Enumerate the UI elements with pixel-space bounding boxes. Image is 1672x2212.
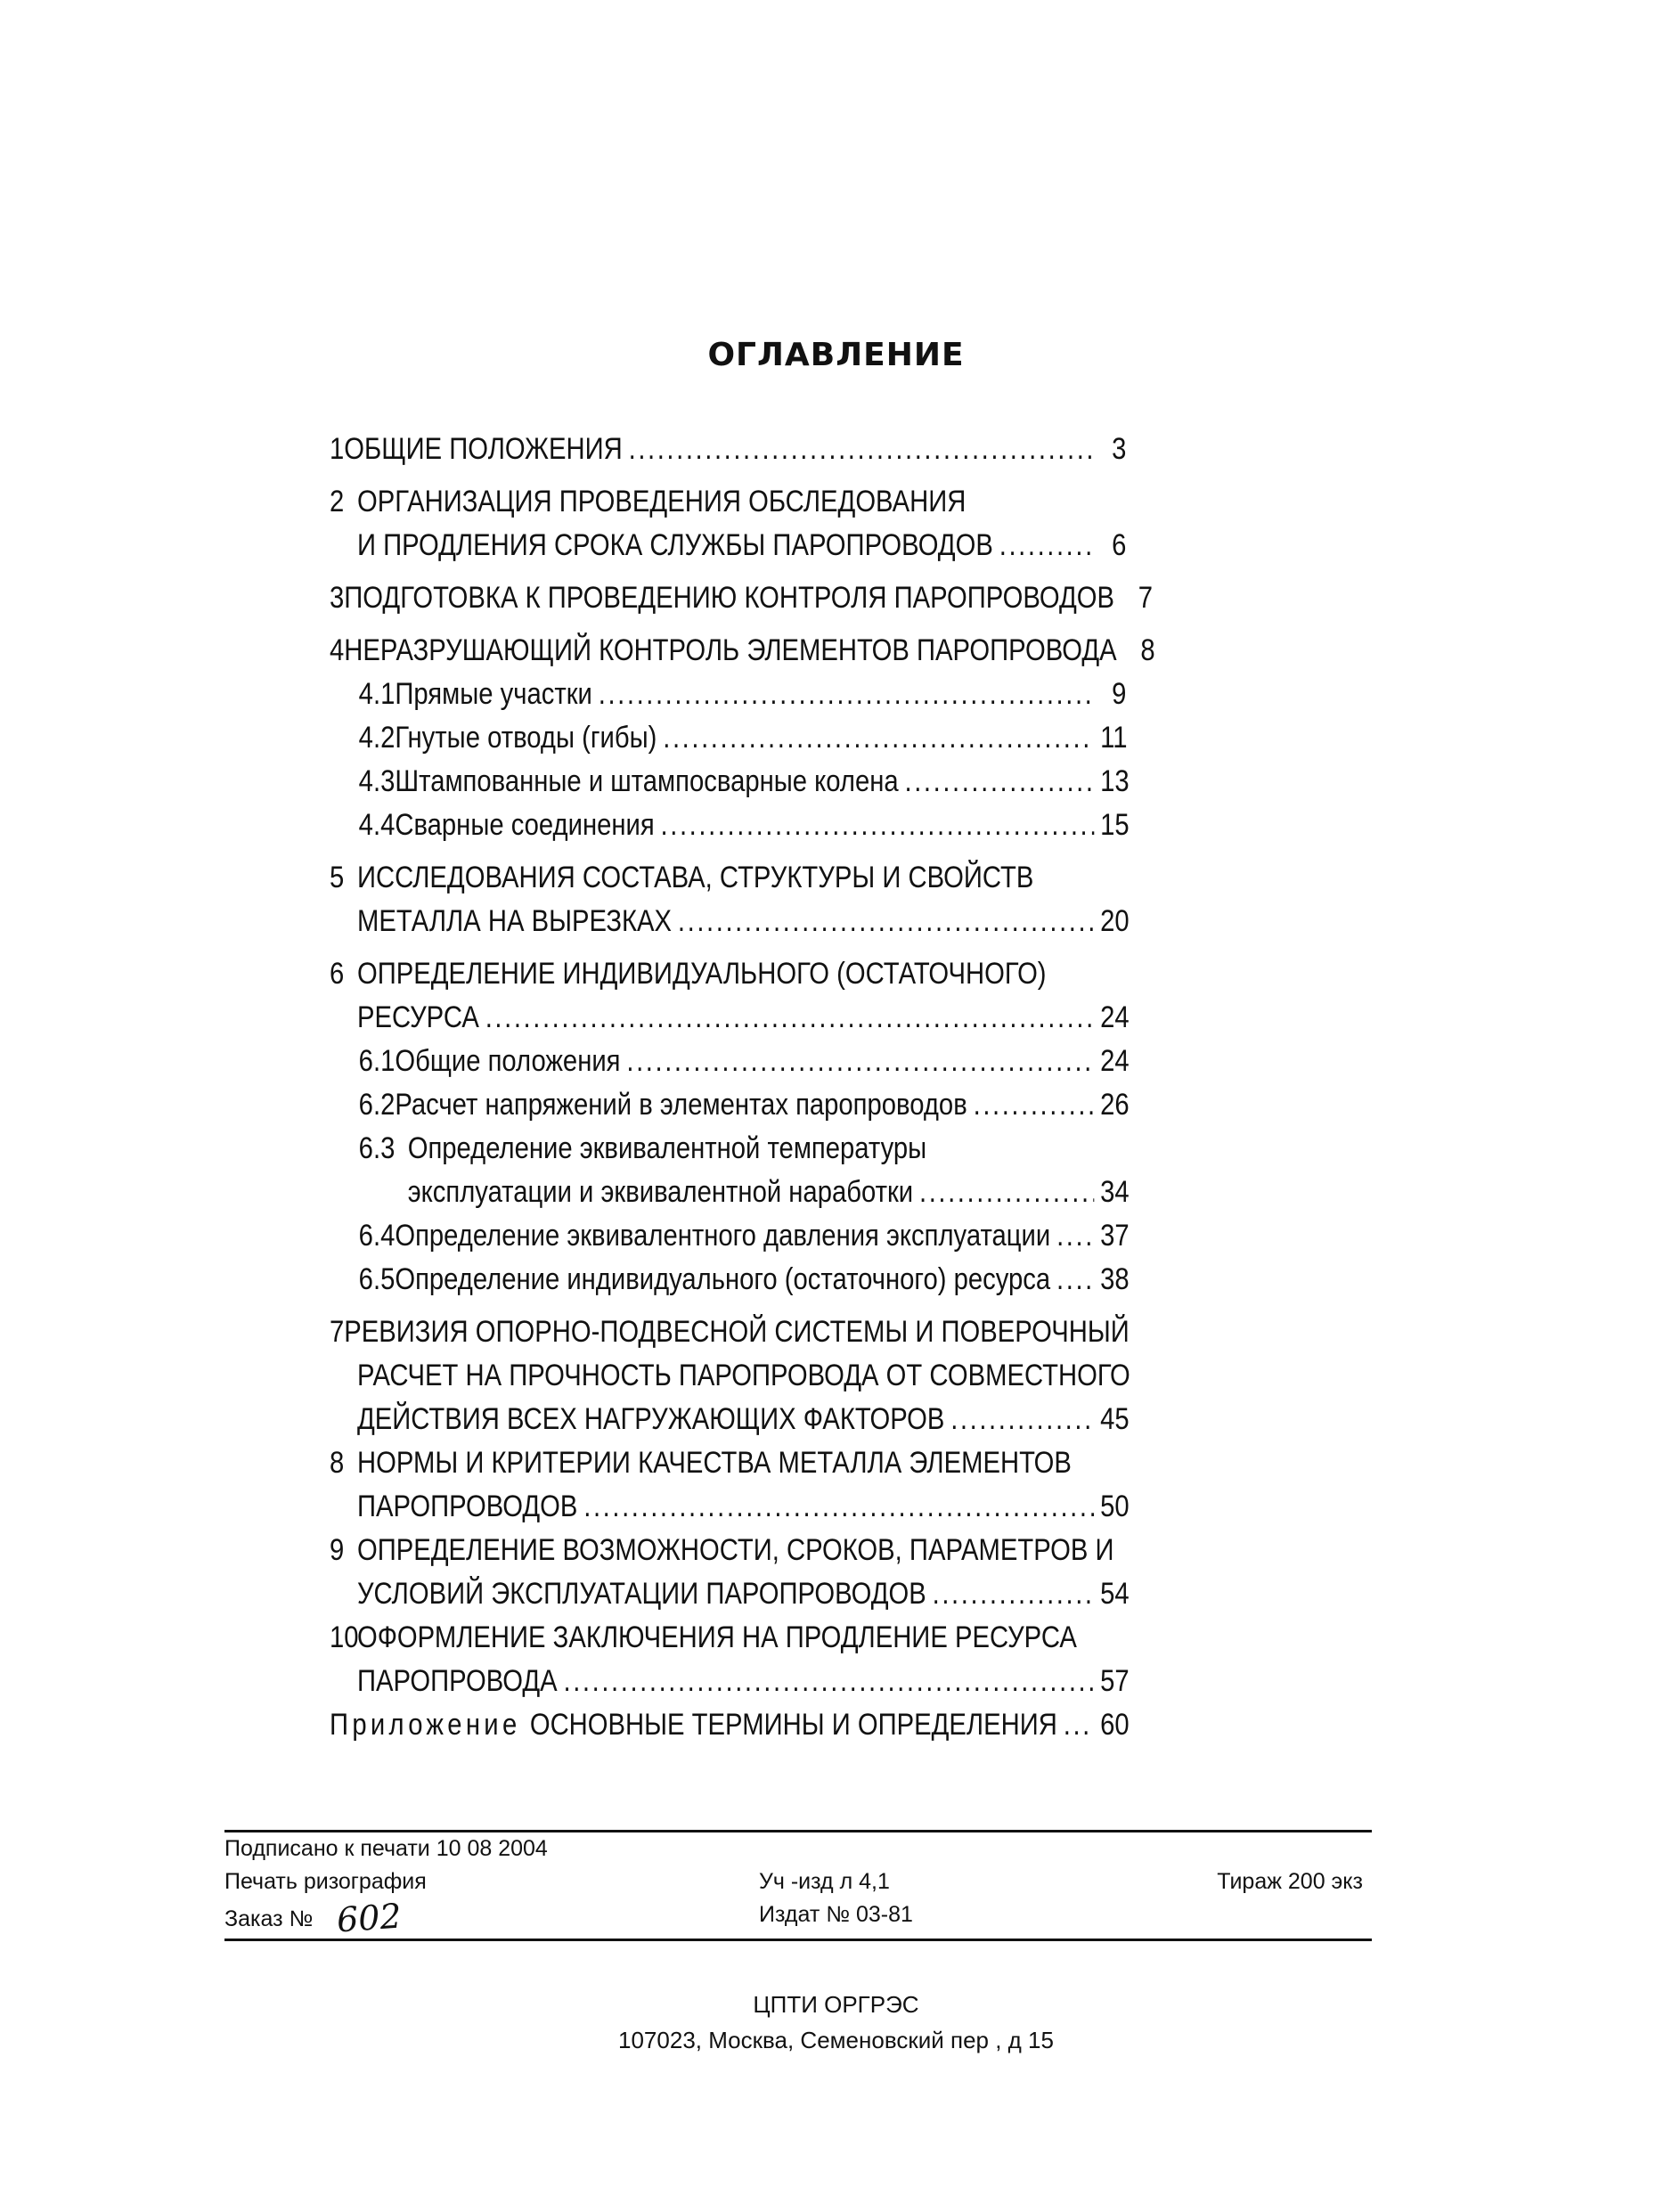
imprint-block [224, 1830, 1372, 1941]
toc-page: 24 [1100, 1044, 1130, 1078]
toc-entry-7[interactable] [330, 1310, 1130, 1354]
toc-entry-6-continued[interactable] [330, 996, 1130, 1040]
toc-text-continued: ДЕЙСТВИЯ ВСЕХ НАГРУЖАЮЩИХ ФАКТОРОВ [356, 1402, 945, 1436]
toc-leader-dots [663, 716, 1094, 760]
toc-page: 11 [1100, 721, 1128, 755]
toc-text: ОРГАНИЗАЦИЯ ПРОВЕДЕНИЯ ОБСЛЕДОВАНИЯ [356, 485, 966, 518]
toc-entry-4[interactable] [330, 629, 1155, 673]
toc-entry-2[interactable] [330, 480, 1126, 524]
toc-text: ОСНОВНЫЕ ТЕРМИНЫ И ОПРЕДЕЛЕНИЯ [529, 1708, 1057, 1742]
toc-number: 6.1 [358, 1044, 396, 1078]
toc-number: 10 [330, 1620, 359, 1654]
toc-page: 37 [1100, 1219, 1130, 1253]
toc-entry-6-3-continued[interactable] [330, 1171, 1130, 1214]
toc-entry-4-4[interactable] [330, 804, 1130, 847]
toc-number: 6.2 [358, 1088, 396, 1122]
toc-text-continued: РАСЧЕТ НА ПРОЧНОСТЬ ПАРОПРОВОДА ОТ СОВМЕСТНОГО [356, 1359, 1130, 1392]
toc-entry-4-1[interactable] [330, 673, 1126, 716]
toc-entry-6-3[interactable] [330, 1127, 1126, 1171]
toc-page: 38 [1100, 1262, 1130, 1296]
toc-text: ОПРЕДЕЛЕНИЕ ВОЗМОЖНОСТИ, СРОКОВ, ПАРАМЕТРОВ И [356, 1533, 1114, 1567]
toc-text-continued: эксплуатации и эквивалентной наработки [407, 1175, 914, 1209]
toc-leader-dots [950, 1398, 1094, 1441]
toc-entry-2-continued[interactable] [330, 524, 1126, 567]
toc-page: 15 [1100, 808, 1130, 842]
toc-entry-6-2[interactable] [330, 1083, 1130, 1127]
toc-appendix-label: Приложение [330, 1708, 521, 1742]
toc-number: 9 [330, 1533, 345, 1567]
toc-page: 7 [1138, 581, 1154, 615]
toc-text: Гнутые отводы (гибы) [395, 721, 657, 755]
toc-text: Общие положения [395, 1044, 621, 1078]
toc-page: 3 [1112, 432, 1127, 466]
toc-text-continued: ПАРОПРОВОДОВ [356, 1490, 578, 1523]
toc-text: ОФОРМЛЕНИЕ ЗАКЛЮЧЕНИЯ НА ПРОДЛЕНИЕ РЕСУРСА [356, 1620, 1077, 1654]
toc-entry-7-continued[interactable] [330, 1354, 1130, 1398]
toc-leader-dots [564, 1660, 1095, 1703]
toc-leader-dots [678, 900, 1094, 943]
toc-page: 45 [1100, 1402, 1130, 1436]
toc-page: 13 [1100, 764, 1130, 798]
toc-text-continued: И ПРОДЛЕНИЯ СРОКА СЛУЖБЫ ПАРОПРОВОДОВ [356, 528, 993, 562]
publisher-address: 107023, Москва, Семеновский пер , д 15 [618, 2027, 1054, 2053]
toc-entry-6-5[interactable] [330, 1258, 1130, 1302]
toc-page: 9 [1112, 677, 1127, 711]
toc-text: ИССЛЕДОВАНИЯ СОСТАВА, СТРУКТУРЫ И СВОЙСТВ [356, 861, 1034, 894]
toc-leader-dots [1064, 1703, 1095, 1747]
toc-number: 4.2 [358, 721, 396, 755]
toc-number: 4 [330, 633, 345, 667]
toc-entry-8-continued[interactable] [330, 1485, 1130, 1529]
toc-entry-4-3[interactable] [330, 760, 1130, 804]
toc-entry-7-continued-2[interactable] [330, 1398, 1130, 1441]
toc-leader-dots [974, 1083, 1095, 1127]
toc-entry-6[interactable] [330, 952, 1126, 996]
order-label: Заказ № [224, 1906, 314, 1931]
toc-text: ОБЩИЕ ПОЛОЖЕНИЯ [344, 432, 623, 466]
circulation: Тираж 200 экз [1217, 1869, 1363, 1894]
toc-entry-1[interactable] [330, 428, 1126, 471]
toc-text: Штампованные и штампосварные колена [395, 764, 899, 798]
toc-leader-dots [629, 428, 1095, 471]
toc-text: Определение индивидуального (остаточного) ресурса [395, 1262, 1051, 1296]
toc-leader-dots [583, 1485, 1094, 1529]
toc-text: ПОДГОТОВКА К ПРОВЕДЕНИЮ КОНТРОЛЯ ПАРОПРОВОДОВ [344, 581, 1115, 615]
toc-page: 54 [1100, 1577, 1130, 1611]
toc-number: 6.4 [358, 1219, 396, 1253]
toc-entry-8[interactable] [330, 1441, 1126, 1485]
toc-number: 1 [330, 432, 345, 466]
imprint-row-1 [224, 1832, 1372, 1865]
table-of-contents [330, 428, 1155, 1747]
toc-text: Прямые участки [395, 677, 592, 711]
toc-page: 20 [1100, 904, 1130, 938]
toc-leader-dots [485, 996, 1095, 1040]
toc-number: 8 [330, 1446, 345, 1480]
toc-leader-dots [661, 804, 1095, 847]
publisher-block [0, 1987, 1672, 2058]
toc-entry-10-continued[interactable] [330, 1660, 1130, 1703]
toc-text: РЕВИЗИЯ ОПОРНО-ПОДВЕСНОЙ СИСТЕМЫ И ПОВЕРОЧНЫЙ [344, 1315, 1130, 1349]
toc-number: 6.3 [358, 1131, 396, 1165]
imprint-row-3 [224, 1896, 1372, 1940]
toc-leader-dots [1056, 1258, 1094, 1302]
toc-text-continued: УСЛОВИЙ ЭКСПЛУАТАЦИИ ПАРОПРОВОДОВ [356, 1577, 926, 1611]
toc-page: 57 [1100, 1664, 1130, 1698]
toc-page: 8 [1140, 633, 1155, 667]
toc-leader-dots [905, 760, 1095, 804]
toc-page: 6 [1112, 528, 1127, 562]
toc-text: ОПРЕДЕЛЕНИЕ ИНДИВИДУАЛЬНОГО (ОСТАТОЧНОГО) [356, 957, 1047, 991]
toc-number: 5 [330, 861, 345, 894]
toc-page: 50 [1100, 1490, 1130, 1523]
toc-number: 6 [330, 957, 345, 991]
toc-page: 24 [1100, 1000, 1130, 1034]
toc-text-continued: МЕТАЛЛА НА ВЫРЕЗКАХ [356, 904, 673, 938]
imprint-row-2 [224, 1865, 1372, 1898]
toc-leader-dots [999, 524, 1095, 567]
signed-for-print: Подписано к печати 10 08 2004 [224, 1836, 548, 1861]
toc-number: 6.5 [358, 1262, 396, 1296]
toc-entry-5-continued[interactable] [330, 900, 1130, 943]
toc-text-continued: РЕСУРСА [356, 1000, 479, 1034]
toc-text: Определение эквивалентного давления эксплуатации [395, 1219, 1051, 1253]
toc-text: НЕРАЗРУШАЮЩИЙ КОНТРОЛЬ ЭЛЕМЕНТОВ ПАРОПРОВОДА [344, 633, 1117, 667]
toc-page: 34 [1100, 1175, 1130, 1209]
toc-leader-dots [626, 1040, 1094, 1083]
toc-number: 3 [330, 581, 345, 615]
toc-number: 7 [330, 1315, 345, 1349]
toc-leader-dots [919, 1171, 1094, 1214]
toc-leader-dots [599, 673, 1095, 716]
toc-entry-6-4[interactable] [330, 1214, 1130, 1258]
toc-entry-5[interactable] [330, 856, 1126, 900]
toc-number: 2 [330, 485, 345, 518]
imprint-rule-bottom [224, 1939, 1372, 1941]
toc-entry-6-1[interactable] [330, 1040, 1130, 1083]
publisher-name: ЦПТИ ОРГРЭС [753, 1991, 919, 2018]
toc-text: Расчет напряжений в элементах паропроводов [395, 1088, 967, 1122]
toc-entry-9[interactable] [330, 1529, 1126, 1572]
toc-entry-4-2[interactable] [330, 716, 1126, 760]
toc-text: Определение эквивалентной температуры [407, 1131, 927, 1165]
publisher-number: Издат № 03-81 [759, 1902, 913, 1927]
toc-entry-3[interactable] [330, 576, 1154, 620]
order-number-handwritten: 602 [335, 1896, 404, 1940]
toc-heading: ОГЛАВЛЕНИЕ [707, 337, 965, 373]
toc-entry-10[interactable] [330, 1616, 1126, 1660]
toc-leader-dots [1056, 1214, 1094, 1258]
edition-sheets: Уч -изд л 4,1 [759, 1869, 890, 1894]
toc-number: 4.1 [358, 677, 396, 711]
toc-text: Сварные соединения [395, 808, 655, 842]
toc-number: 4.3 [358, 764, 396, 798]
toc-page: 60 [1100, 1708, 1130, 1742]
toc-number: 4.4 [358, 808, 396, 842]
toc-leader-dots [933, 1572, 1095, 1616]
print-type: Печать ризография [224, 1869, 427, 1894]
toc-text-continued: ПАРОПРОВОДА [356, 1664, 558, 1698]
toc-page: 26 [1100, 1088, 1130, 1122]
toc-text: НОРМЫ И КРИТЕРИИ КАЧЕСТВА МЕТАЛЛА ЭЛЕМЕНТОВ [356, 1446, 1072, 1480]
toc-entry-9-continued[interactable] [330, 1572, 1130, 1616]
toc-entry-appendix[interactable] [330, 1703, 1130, 1747]
